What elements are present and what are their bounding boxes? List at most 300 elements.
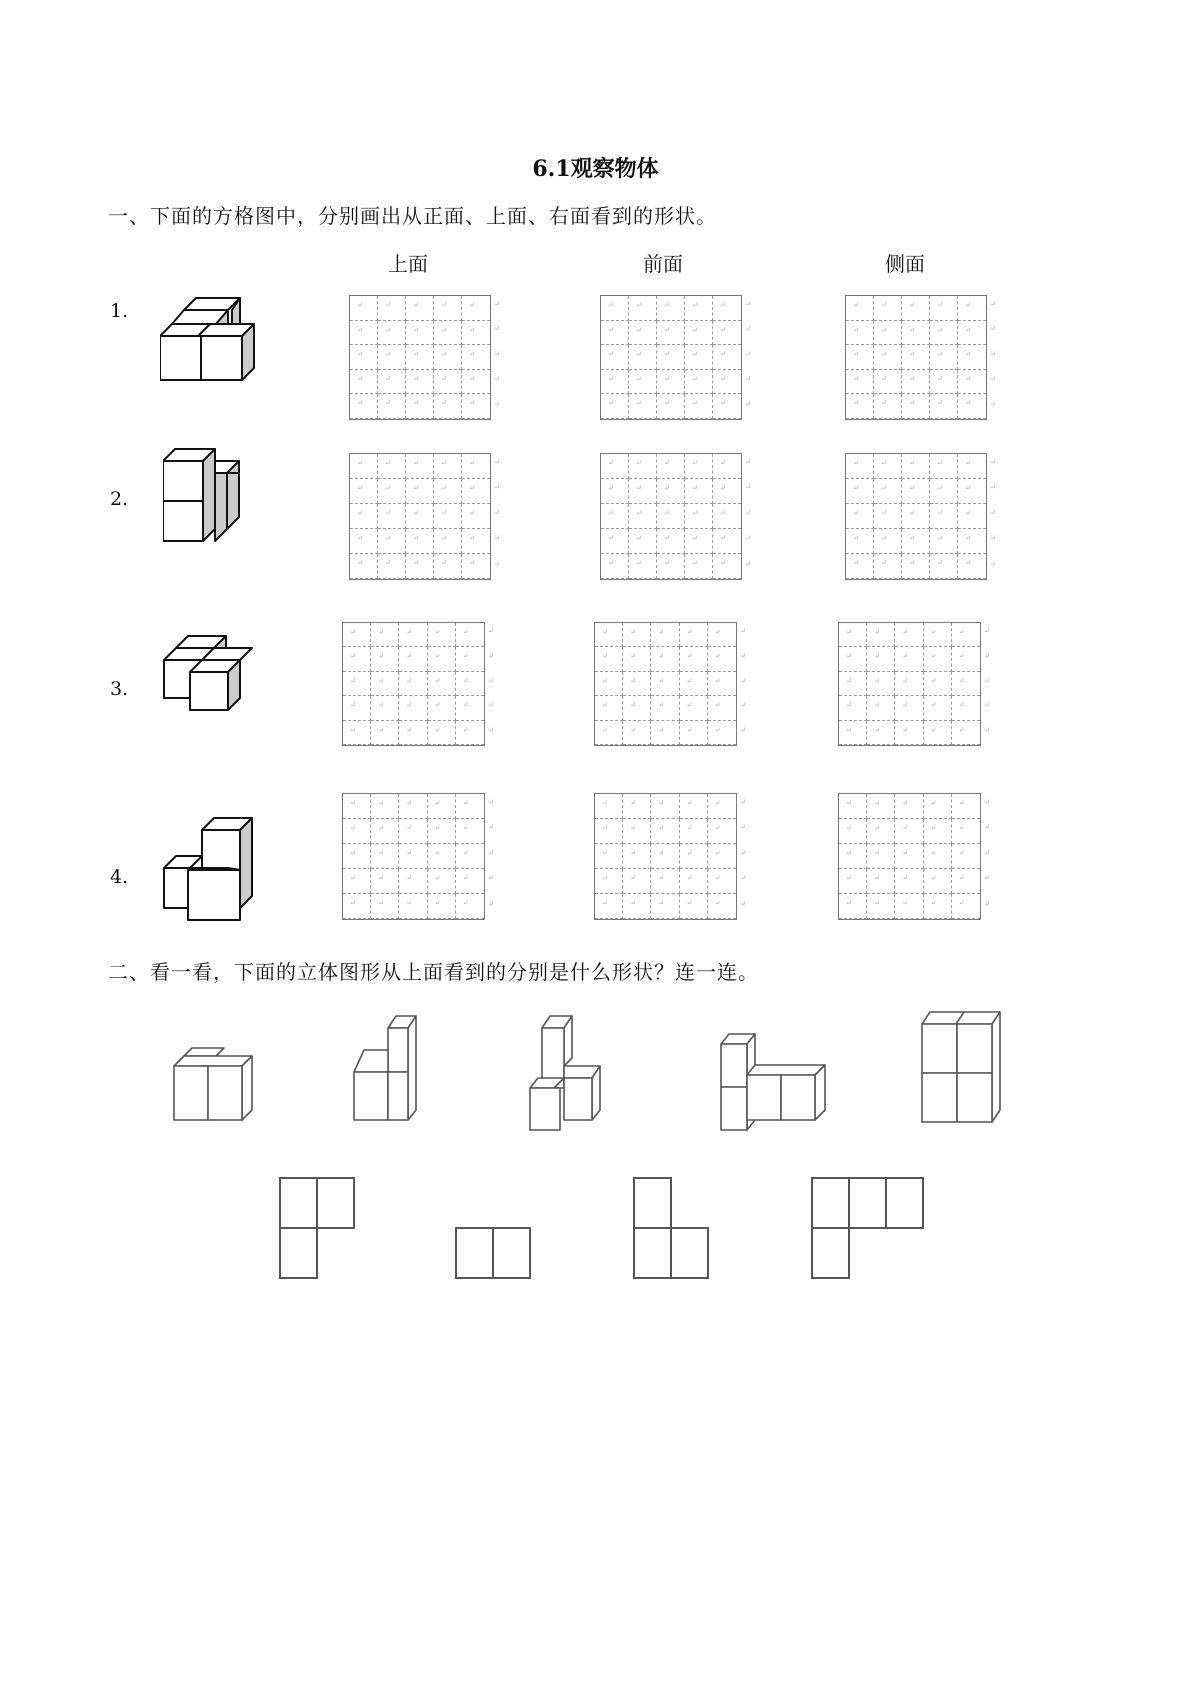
grid-cell[interactable] — [350, 454, 378, 479]
grid-cell[interactable] — [685, 554, 713, 579]
grid-cell[interactable] — [930, 554, 958, 579]
grid-cell[interactable] — [434, 296, 462, 321]
grid-cell[interactable] — [623, 894, 651, 919]
grid-cell[interactable] — [708, 623, 736, 647]
grid-cell[interactable] — [839, 894, 867, 919]
grid-cell[interactable] — [846, 479, 874, 504]
grid-cell[interactable] — [350, 345, 378, 370]
grid-cell[interactable] — [895, 672, 923, 696]
grid-cell[interactable] — [629, 345, 657, 370]
grid-cell[interactable] — [713, 504, 741, 529]
grid-cell[interactable] — [456, 894, 484, 919]
grid-cell[interactable] — [629, 321, 657, 346]
grid-cell[interactable] — [708, 721, 736, 745]
grid-cell[interactable] — [371, 672, 399, 696]
grid-cell[interactable] — [895, 869, 923, 894]
grid-cell[interactable] — [902, 394, 930, 419]
grid-cell[interactable] — [462, 529, 490, 554]
grid-cell[interactable] — [657, 504, 685, 529]
grid-cell[interactable] — [846, 394, 874, 419]
grid-cell[interactable] — [350, 321, 378, 346]
grid-cell[interactable] — [902, 321, 930, 346]
grid-cell[interactable] — [680, 794, 708, 819]
grid-cell[interactable] — [350, 554, 378, 579]
grid-cell[interactable] — [651, 623, 679, 647]
grid-cell[interactable] — [434, 554, 462, 579]
grid-cell[interactable] — [708, 844, 736, 869]
grid-cell[interactable] — [406, 370, 434, 395]
grid-cell[interactable] — [651, 869, 679, 894]
grid-cell[interactable] — [595, 794, 623, 819]
grid-cell[interactable] — [623, 794, 651, 819]
grid-cell[interactable] — [651, 819, 679, 844]
grid-cell[interactable] — [601, 370, 629, 395]
grid-cell[interactable] — [930, 479, 958, 504]
grid-cell[interactable] — [874, 345, 902, 370]
grid-cell[interactable] — [839, 647, 867, 671]
grid-cell[interactable] — [680, 894, 708, 919]
grid-cell[interactable] — [651, 647, 679, 671]
grid-cell[interactable] — [952, 819, 980, 844]
grid-cell[interactable] — [350, 370, 378, 395]
grid-cell[interactable] — [456, 869, 484, 894]
grid-cell[interactable] — [895, 844, 923, 869]
grid-cell[interactable] — [713, 321, 741, 346]
grid-cell[interactable] — [462, 321, 490, 346]
grid-cell[interactable] — [428, 721, 456, 745]
grid-cell[interactable] — [657, 394, 685, 419]
grid-cell[interactable] — [601, 529, 629, 554]
grid-cell[interactable] — [685, 321, 713, 346]
grid-cell[interactable] — [428, 672, 456, 696]
grid-cell[interactable] — [343, 647, 371, 671]
grid-cell[interactable] — [930, 504, 958, 529]
grid-cell[interactable] — [623, 623, 651, 647]
grid-cell[interactable] — [958, 554, 986, 579]
grid-2-front-view[interactable] — [600, 453, 751, 580]
grid-cell[interactable] — [867, 794, 895, 819]
grid-cell[interactable] — [406, 321, 434, 346]
grid-cell[interactable] — [371, 721, 399, 745]
grid-cell[interactable] — [958, 504, 986, 529]
grid-cell[interactable] — [930, 454, 958, 479]
grid-cell[interactable] — [456, 819, 484, 844]
grid-cell[interactable] — [601, 345, 629, 370]
grid-cell[interactable] — [846, 529, 874, 554]
grid-cell[interactable] — [839, 721, 867, 745]
grid-1-side-view[interactable] — [845, 295, 996, 420]
grid-cell[interactable] — [958, 296, 986, 321]
grid-cell[interactable] — [378, 554, 406, 579]
grid-cell[interactable] — [629, 504, 657, 529]
grid-cell[interactable] — [713, 296, 741, 321]
grid-cell[interactable] — [428, 696, 456, 720]
grid-cell[interactable] — [708, 672, 736, 696]
grid-cell[interactable] — [952, 696, 980, 720]
grid-cell[interactable] — [952, 844, 980, 869]
grid-cell[interactable] — [952, 672, 980, 696]
grid-cell[interactable] — [651, 672, 679, 696]
grid-cell[interactable] — [378, 504, 406, 529]
grid-cell[interactable] — [434, 454, 462, 479]
grid-cell[interactable] — [378, 394, 406, 419]
grid-cell[interactable] — [434, 345, 462, 370]
grid-cell[interactable] — [685, 529, 713, 554]
grid-cell[interactable] — [924, 623, 952, 647]
grid-cell[interactable] — [399, 672, 427, 696]
grid-cell[interactable] — [657, 370, 685, 395]
grid-cell[interactable] — [378, 370, 406, 395]
grid-cell[interactable] — [623, 647, 651, 671]
grid-cell[interactable] — [595, 696, 623, 720]
grid-cell[interactable] — [343, 869, 371, 894]
grid-cell[interactable] — [399, 794, 427, 819]
grid-cell[interactable] — [428, 894, 456, 919]
grid-cell[interactable] — [651, 696, 679, 720]
grid-cell[interactable] — [629, 296, 657, 321]
grid-cell[interactable] — [623, 672, 651, 696]
grid-cell[interactable] — [428, 819, 456, 844]
grid-cell[interactable] — [343, 844, 371, 869]
grid-cell[interactable] — [895, 696, 923, 720]
grid-cell[interactable] — [895, 894, 923, 919]
grid-cell[interactable] — [371, 623, 399, 647]
grid-cell[interactable] — [867, 894, 895, 919]
grid-cell[interactable] — [708, 819, 736, 844]
grid-cell[interactable] — [952, 869, 980, 894]
grid-cell[interactable] — [685, 394, 713, 419]
grid-cell[interactable] — [713, 479, 741, 504]
grid-cell[interactable] — [902, 504, 930, 529]
grid-cell[interactable] — [434, 529, 462, 554]
grid-3-side-view[interactable] — [838, 622, 990, 746]
grid-cell[interactable] — [595, 721, 623, 745]
grid-cell[interactable] — [952, 794, 980, 819]
grid-cell[interactable] — [924, 794, 952, 819]
grid-2-top-view[interactable] — [349, 453, 500, 580]
grid-cell[interactable] — [399, 894, 427, 919]
grid-cell[interactable] — [601, 454, 629, 479]
grid-cell[interactable] — [895, 794, 923, 819]
grid-1-front-view[interactable] — [600, 295, 751, 420]
grid-cell[interactable] — [680, 869, 708, 894]
grid-cell[interactable] — [958, 370, 986, 395]
grid-cell[interactable] — [874, 529, 902, 554]
grid-cell[interactable] — [629, 554, 657, 579]
grid-cell[interactable] — [902, 479, 930, 504]
grid-cell[interactable] — [462, 394, 490, 419]
grid-cell[interactable] — [595, 844, 623, 869]
grid-cell[interactable] — [629, 454, 657, 479]
grid-cell[interactable] — [902, 554, 930, 579]
grid-cell[interactable] — [651, 721, 679, 745]
grid-cell[interactable] — [343, 721, 371, 745]
grid-cell[interactable] — [685, 296, 713, 321]
grid-cell[interactable] — [867, 819, 895, 844]
grid-cell[interactable] — [867, 696, 895, 720]
grid-cell[interactable] — [930, 296, 958, 321]
grid-cell[interactable] — [846, 345, 874, 370]
grid-cell[interactable] — [713, 394, 741, 419]
grid-cell[interactable] — [867, 623, 895, 647]
grid-cell[interactable] — [623, 721, 651, 745]
grid-cell[interactable] — [685, 370, 713, 395]
grid-cell[interactable] — [406, 345, 434, 370]
grid-cell[interactable] — [456, 623, 484, 647]
grid-cell[interactable] — [399, 721, 427, 745]
grid-cell[interactable] — [657, 345, 685, 370]
grid-cell[interactable] — [456, 647, 484, 671]
grid-cell[interactable] — [867, 844, 895, 869]
grid-cell[interactable] — [846, 554, 874, 579]
grid-4-top-view[interactable] — [342, 793, 494, 920]
grid-cell[interactable] — [595, 819, 623, 844]
grid-cell[interactable] — [456, 844, 484, 869]
grid-2-side-view[interactable] — [845, 453, 996, 580]
grid-cell[interactable] — [623, 869, 651, 894]
grid-cell[interactable] — [839, 623, 867, 647]
grid-cell[interactable] — [924, 844, 952, 869]
grid-cell[interactable] — [629, 529, 657, 554]
grid-cell[interactable] — [601, 554, 629, 579]
grid-cell[interactable] — [595, 623, 623, 647]
grid-cell[interactable] — [867, 647, 895, 671]
grid-cell[interactable] — [895, 647, 923, 671]
grid-cell[interactable] — [713, 345, 741, 370]
grid-cell[interactable] — [406, 296, 434, 321]
grid-cell[interactable] — [958, 529, 986, 554]
grid-cell[interactable] — [657, 296, 685, 321]
grid-cell[interactable] — [350, 504, 378, 529]
grid-cell[interactable] — [399, 623, 427, 647]
grid-cell[interactable] — [462, 345, 490, 370]
grid-cell[interactable] — [657, 479, 685, 504]
grid-cell[interactable] — [378, 454, 406, 479]
grid-cell[interactable] — [952, 721, 980, 745]
grid-cell[interactable] — [839, 696, 867, 720]
grid-cell[interactable] — [651, 894, 679, 919]
grid-cell[interactable] — [846, 504, 874, 529]
grid-cell[interactable] — [601, 296, 629, 321]
grid-cell[interactable] — [406, 454, 434, 479]
grid-cell[interactable] — [595, 869, 623, 894]
grid-cell[interactable] — [902, 345, 930, 370]
grid-cell[interactable] — [601, 479, 629, 504]
grid-cell[interactable] — [874, 370, 902, 395]
grid-cell[interactable] — [434, 394, 462, 419]
grid-cell[interactable] — [343, 794, 371, 819]
grid-cell[interactable] — [874, 296, 902, 321]
grid-cell[interactable] — [895, 819, 923, 844]
grid-cell[interactable] — [708, 696, 736, 720]
grid-cell[interactable] — [713, 370, 741, 395]
grid-cell[interactable] — [378, 479, 406, 504]
grid-cell[interactable] — [902, 529, 930, 554]
grid-cell[interactable] — [434, 321, 462, 346]
grid-cell[interactable] — [930, 345, 958, 370]
grid-4-side-view[interactable] — [838, 793, 990, 920]
grid-cell[interactable] — [902, 370, 930, 395]
grid-cell[interactable] — [867, 721, 895, 745]
grid-cell[interactable] — [371, 819, 399, 844]
grid-cell[interactable] — [846, 296, 874, 321]
grid-cell[interactable] — [350, 296, 378, 321]
grid-cell[interactable] — [428, 647, 456, 671]
grid-cell[interactable] — [462, 370, 490, 395]
grid-cell[interactable] — [685, 504, 713, 529]
grid-cell[interactable] — [924, 696, 952, 720]
grid-cell[interactable] — [350, 529, 378, 554]
grid-cell[interactable] — [924, 721, 952, 745]
grid-cell[interactable] — [350, 479, 378, 504]
grid-cell[interactable] — [406, 529, 434, 554]
grid-cell[interactable] — [930, 394, 958, 419]
grid-cell[interactable] — [930, 529, 958, 554]
grid-cell[interactable] — [657, 454, 685, 479]
grid-cell[interactable] — [406, 394, 434, 419]
grid-cell[interactable] — [867, 672, 895, 696]
grid-cell[interactable] — [685, 345, 713, 370]
grid-cell[interactable] — [874, 394, 902, 419]
grid-cell[interactable] — [462, 454, 490, 479]
grid-cell[interactable] — [895, 721, 923, 745]
grid-cell[interactable] — [428, 794, 456, 819]
grid-cell[interactable] — [874, 454, 902, 479]
grid-cell[interactable] — [371, 696, 399, 720]
grid-3-front-view[interactable] — [594, 622, 746, 746]
grid-cell[interactable] — [839, 794, 867, 819]
grid-cell[interactable] — [924, 647, 952, 671]
grid-cell[interactable] — [713, 554, 741, 579]
grid-1-top-view[interactable] — [349, 295, 500, 420]
grid-cell[interactable] — [434, 504, 462, 529]
grid-cell[interactable] — [406, 504, 434, 529]
grid-cell[interactable] — [902, 454, 930, 479]
grid-cell[interactable] — [680, 721, 708, 745]
grid-cell[interactable] — [867, 869, 895, 894]
grid-cell[interactable] — [895, 623, 923, 647]
grid-cell[interactable] — [428, 869, 456, 894]
grid-cell[interactable] — [623, 819, 651, 844]
grid-cell[interactable] — [456, 696, 484, 720]
grid-cell[interactable] — [958, 394, 986, 419]
grid-cell[interactable] — [595, 894, 623, 919]
grid-cell[interactable] — [595, 647, 623, 671]
grid-cell[interactable] — [958, 479, 986, 504]
grid-cell[interactable] — [378, 321, 406, 346]
grid-cell[interactable] — [378, 296, 406, 321]
grid-cell[interactable] — [399, 647, 427, 671]
grid-cell[interactable] — [456, 794, 484, 819]
grid-cell[interactable] — [924, 819, 952, 844]
grid-cell[interactable] — [343, 894, 371, 919]
grid-cell[interactable] — [371, 647, 399, 671]
grid-cell[interactable] — [930, 370, 958, 395]
grid-cell[interactable] — [456, 721, 484, 745]
grid-cell[interactable] — [462, 554, 490, 579]
grid-cell[interactable] — [399, 844, 427, 869]
grid-cell[interactable] — [371, 869, 399, 894]
grid-cell[interactable] — [713, 529, 741, 554]
grid-cell[interactable] — [629, 479, 657, 504]
grid-cell[interactable] — [371, 794, 399, 819]
grid-cell[interactable] — [601, 394, 629, 419]
grid-cell[interactable] — [406, 479, 434, 504]
grid-cell[interactable] — [629, 394, 657, 419]
grid-cell[interactable] — [601, 321, 629, 346]
grid-cell[interactable] — [952, 894, 980, 919]
grid-cell[interactable] — [343, 819, 371, 844]
grid-cell[interactable] — [958, 321, 986, 346]
grid-cell[interactable] — [623, 696, 651, 720]
grid-cell[interactable] — [371, 894, 399, 919]
grid-cell[interactable] — [343, 696, 371, 720]
grid-cell[interactable] — [434, 370, 462, 395]
grid-cell[interactable] — [839, 672, 867, 696]
grid-cell[interactable] — [874, 321, 902, 346]
grid-cell[interactable] — [343, 672, 371, 696]
grid-cell[interactable] — [657, 554, 685, 579]
grid-cell[interactable] — [399, 869, 427, 894]
grid-cell[interactable] — [629, 370, 657, 395]
grid-cell[interactable] — [343, 623, 371, 647]
grid-cell[interactable] — [462, 479, 490, 504]
grid-cell[interactable] — [651, 844, 679, 869]
grid-cell[interactable] — [350, 394, 378, 419]
grid-cell[interactable] — [839, 819, 867, 844]
grid-cell[interactable] — [846, 454, 874, 479]
grid-cell[interactable] — [874, 504, 902, 529]
grid-cell[interactable] — [874, 479, 902, 504]
grid-cell[interactable] — [623, 844, 651, 869]
grid-cell[interactable] — [399, 819, 427, 844]
grid-cell[interactable] — [924, 672, 952, 696]
grid-cell[interactable] — [930, 321, 958, 346]
grid-cell[interactable] — [371, 844, 399, 869]
grid-cell[interactable] — [680, 696, 708, 720]
grid-cell[interactable] — [708, 794, 736, 819]
grid-cell[interactable] — [952, 647, 980, 671]
grid-cell[interactable] — [958, 345, 986, 370]
grid-cell[interactable] — [601, 504, 629, 529]
grid-cell[interactable] — [708, 869, 736, 894]
grid-cell[interactable] — [713, 454, 741, 479]
grid-cell[interactable] — [657, 529, 685, 554]
grid-cell[interactable] — [924, 894, 952, 919]
grid-cell[interactable] — [680, 844, 708, 869]
grid-cell[interactable] — [680, 672, 708, 696]
grid-cell[interactable] — [406, 554, 434, 579]
grid-cell[interactable] — [434, 479, 462, 504]
grid-cell[interactable] — [846, 321, 874, 346]
grid-4-front-view[interactable] — [594, 793, 746, 920]
grid-cell[interactable] — [462, 504, 490, 529]
grid-cell[interactable] — [378, 345, 406, 370]
grid-cell[interactable] — [456, 672, 484, 696]
grid-cell[interactable] — [428, 844, 456, 869]
grid-cell[interactable] — [708, 894, 736, 919]
grid-cell[interactable] — [378, 529, 406, 554]
grid-cell[interactable] — [874, 554, 902, 579]
grid-cell[interactable] — [902, 296, 930, 321]
grid-cell[interactable] — [685, 454, 713, 479]
grid-3-top-view[interactable] — [342, 622, 494, 746]
grid-cell[interactable] — [657, 321, 685, 346]
grid-cell[interactable] — [680, 647, 708, 671]
grid-cell[interactable] — [651, 794, 679, 819]
grid-cell[interactable] — [595, 672, 623, 696]
grid-cell[interactable] — [680, 819, 708, 844]
